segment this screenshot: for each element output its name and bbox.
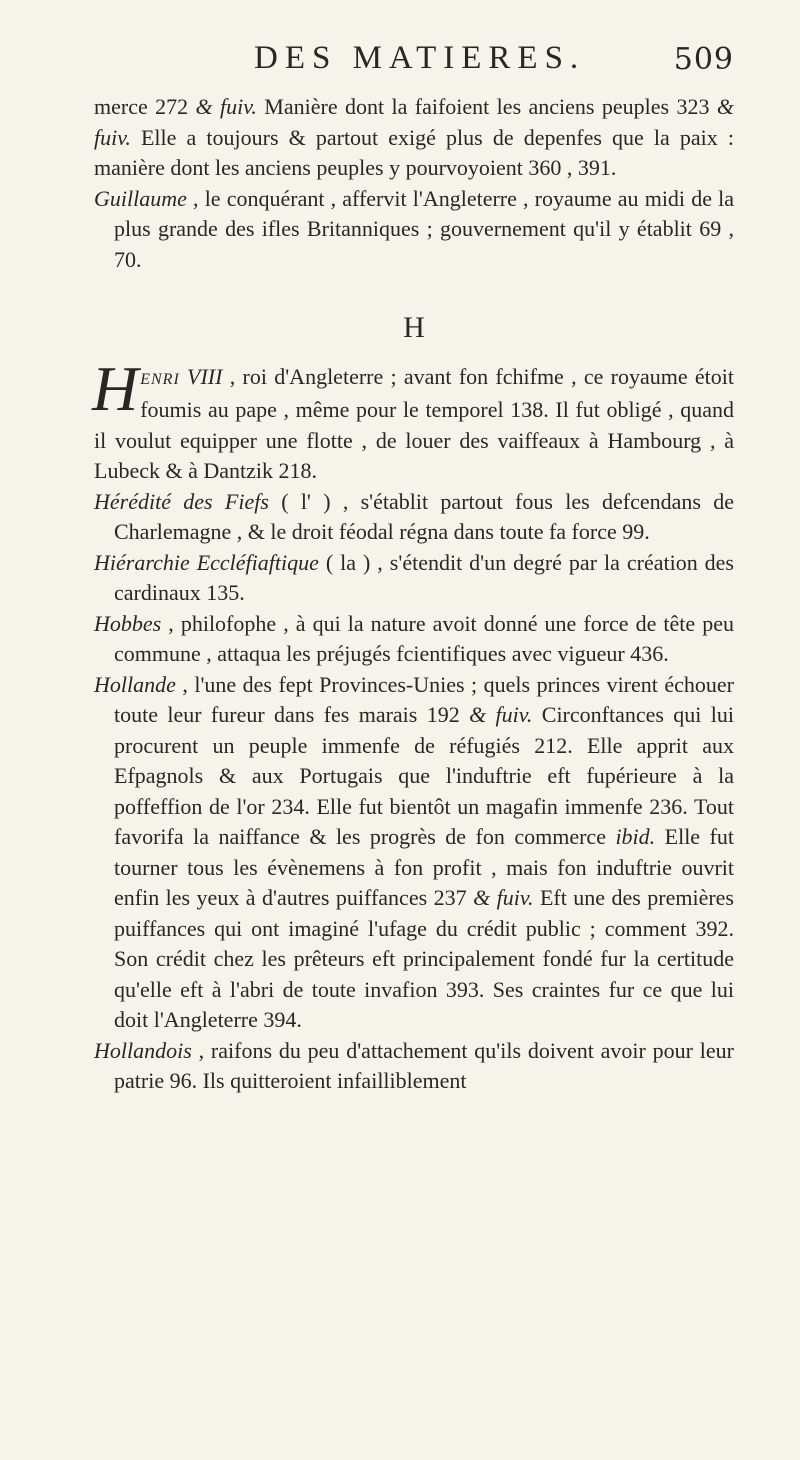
entry-text: Manière dont la faifoient les anciens peuples 323 xyxy=(256,94,717,119)
entry-text: merce 272 xyxy=(94,94,196,119)
entry-headword-smallcaps: ENRI xyxy=(140,370,180,388)
index-entry-hobbes xyxy=(94,609,734,670)
section-letter: H xyxy=(403,311,425,344)
entry-headword: Guillaume xyxy=(94,185,187,211)
index-entry-guillaume xyxy=(94,184,734,276)
page-number: 509 xyxy=(673,42,734,77)
entry-text: ( la ) , s'étendit d'un degré par la création des cardinaux 135. xyxy=(114,549,734,605)
entry-text: , le conquérant , affervit l'Angleterre , royaume au midi de la plus grande des ifles Britanniques ; gouvernement qu'il y établit 69 , 70. xyxy=(114,185,734,272)
drop-cap: H xyxy=(92,352,139,424)
entry-text: , philofophe , à qui la nature avoit donné une force de tête peu commune , attaqua les préjugés fcientifiques avec vigueur 436. xyxy=(114,610,734,666)
entry-text: Eft une des premières puiffances qui ont imaginé l'ufage du crédit public ; comment 392. Son crédit chez les prêteurs eft principalement fondé fur la certitude qu'elle eft à l'abri de toute invafion 393. Ses craintes fur ce que lui doit l'Angleterre 394. xyxy=(114,885,734,1032)
entry-text: ( l' ) , s'établit partout fous les defcendans de Charlemagne , & le droit féodal régna dans toute fa force 99. xyxy=(114,488,734,544)
index-entry-continuation xyxy=(94,92,734,184)
entry-reference: & fuiv. xyxy=(469,702,533,727)
entry-reference: & fuiv. xyxy=(94,94,735,150)
index-entry-hollande xyxy=(94,670,734,1036)
entry-text: , roi d'Angleterre ; avant fon fchifme , ce royaume étoit foumis au pape , même pour le temporel 138. Il fut obligé , quand il voulut equipper une flotte , de louer des vaiffeaux à Hambourg , à Lubeck & à Dantzik 218. xyxy=(94,363,735,483)
entry-headword-numeral: VIII xyxy=(179,363,223,389)
running-head xyxy=(94,30,734,92)
entry-text: Elle a toujours & partout exigé plus de depenfes que la paix : manière dont les anciens peuples y pourvoyoient 360 , 391. xyxy=(94,124,734,180)
entry-headword: Hollande xyxy=(94,671,176,697)
entry-reference: & fuiv. xyxy=(195,94,257,119)
entry-reference: ibid. xyxy=(615,824,656,849)
index-body xyxy=(94,92,734,1097)
entry-headword: Hiérarchie Eccléfiaftique xyxy=(94,549,319,575)
entry-headword: Hérédité des Fiefs xyxy=(94,488,269,514)
index-entry-hierarchie xyxy=(94,548,734,609)
index-entry-heredite xyxy=(94,487,734,548)
entry-text: Elle fut tourner tous les évènemens à fon profit , mais fon induftrie ouvrit enfin les yeux à d'autres puiffances 237 xyxy=(114,824,734,910)
index-entry-hollandois xyxy=(94,1036,734,1097)
entry-text: Circonftances qui lui procurent un peuple immenfe de réfugiés 212. Elle apprit aux Efpagnols & aux Portugais que l'induftrie eft fupérieure à la poffeffion de l'or 234. Elle fut bientôt un magafin immenfe 236. Tout favorifa la naiffance & les progrès de fon commerce xyxy=(114,702,734,849)
entry-headword: Hobbes xyxy=(94,610,162,636)
entry-text: , l'une des fept Provinces-Unies ; quels princes virent échouer toute leur fureur dans fes marais 192 xyxy=(114,671,734,727)
index-page xyxy=(94,30,734,1097)
entry-reference: & fuiv. xyxy=(473,885,534,910)
entry-headword: Hollandois xyxy=(94,1037,192,1063)
running-title: DES MATIERES. xyxy=(254,40,586,76)
index-entry-henri xyxy=(92,352,735,487)
entry-text: , raifons du peu d'attachement qu'ils doivent avoir pour leur patrie 96. Ils quitteroient infailliblement xyxy=(114,1037,734,1093)
